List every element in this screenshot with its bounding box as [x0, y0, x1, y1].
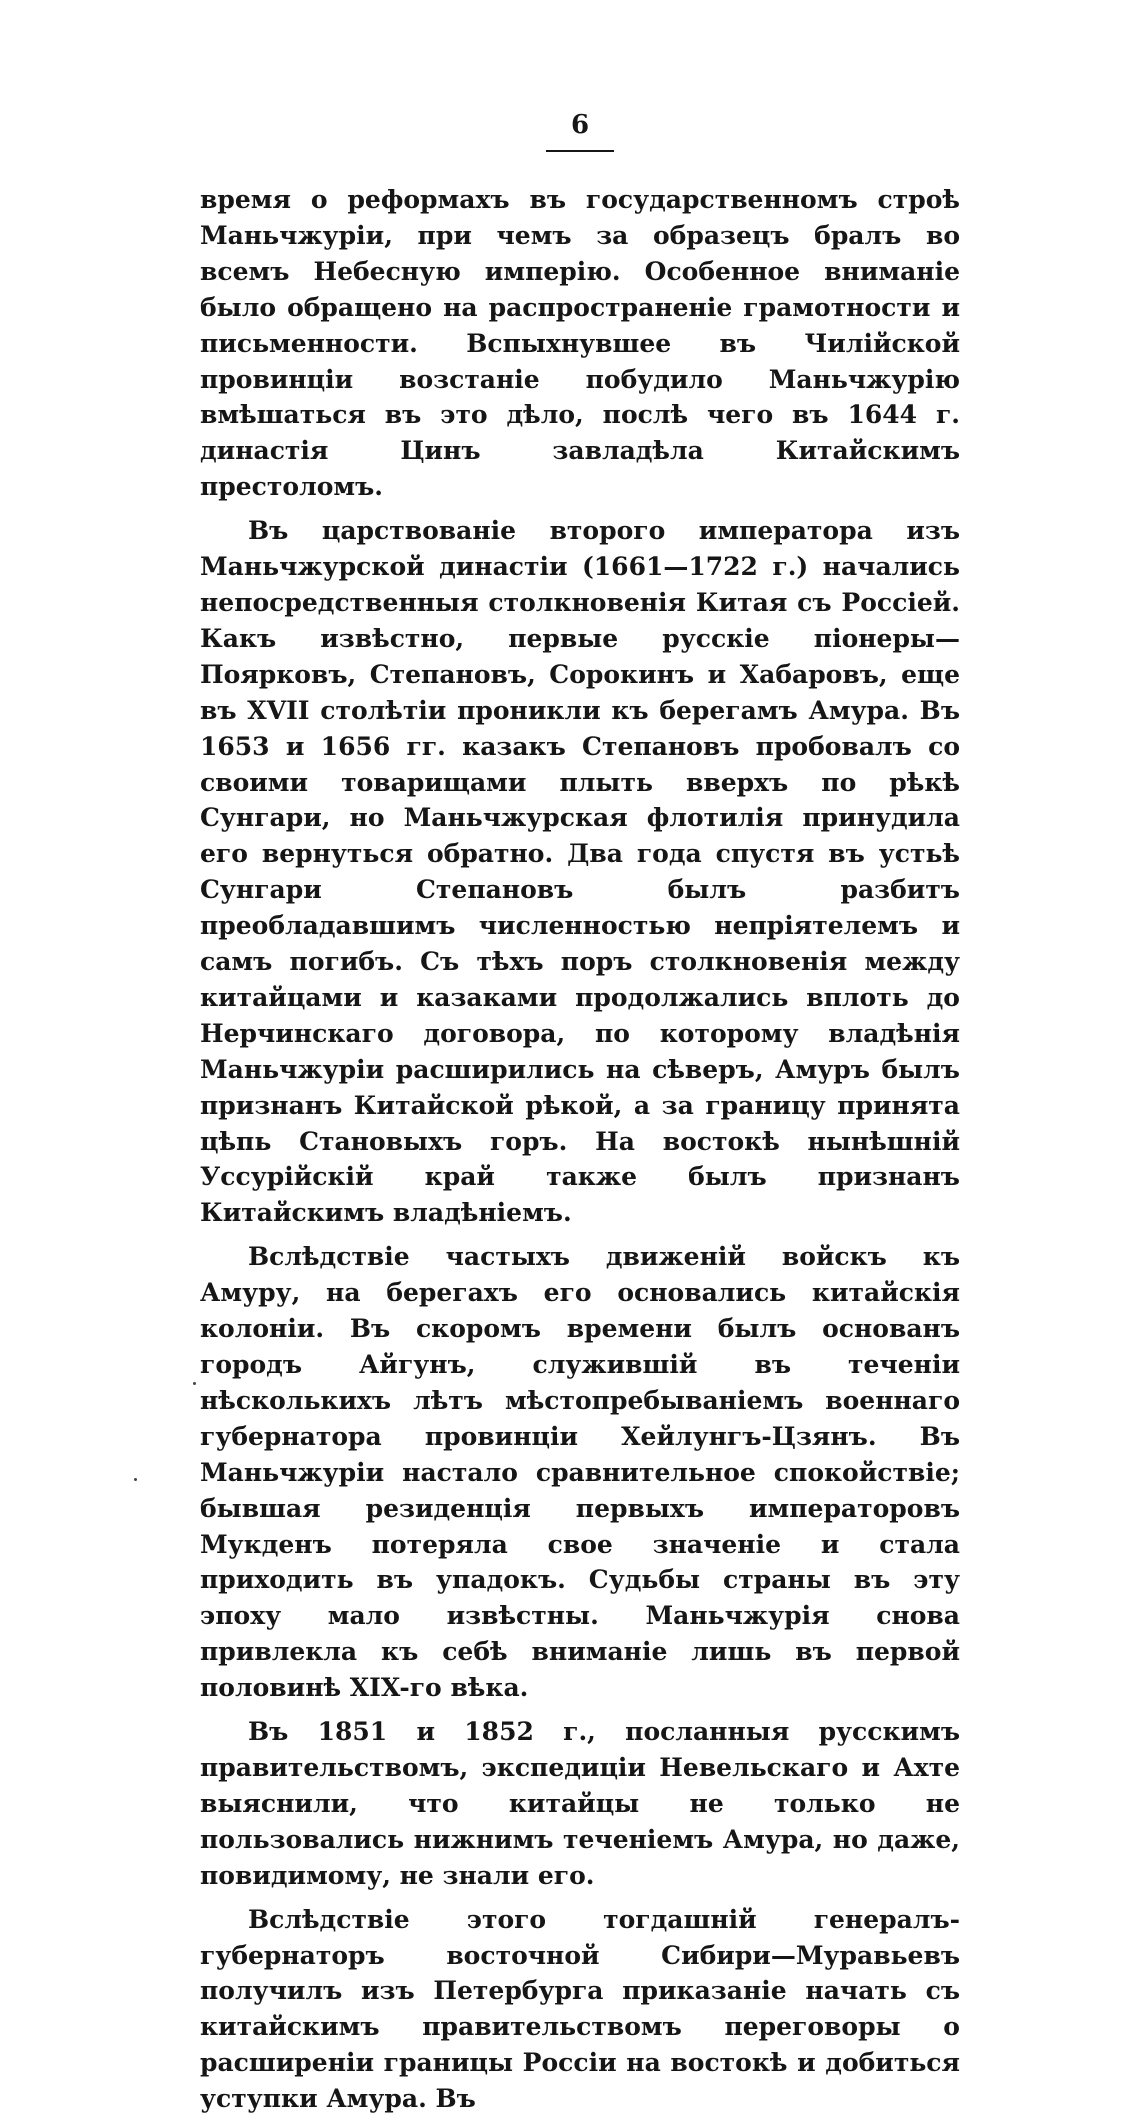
- page-number: 6: [570, 110, 590, 140]
- paragraph-4: Въ 1851 и 1852 г., посланныя русскимъ правительствомъ, экспедиціи Невельскаго и Ахте выяснили, что китайцы не только не пользовались нижнимъ теченіемъ Амура, но даже, повидимому, не знали его.: [200, 1717, 960, 1890]
- page-number-rule: [546, 150, 614, 152]
- paragraph-1: время о реформахъ въ государственномъ строѣ Маньчжуріи, при чемъ за образецъ бралъ во всемъ Небесную имперію. Особенное вниманіе было обращено на распространеніе грамотности и письменности. Вспыхнувшее въ Чилійской провинціи возстаніе побудило Маньчжурію вмѣшаться въ это дѣло, послѣ чего въ 1644 г. династія Цинъ завладѣла Китайскимъ престоломъ.: [200, 185, 960, 502]
- print-speck: [134, 1478, 137, 1481]
- paragraph-3: Вслѣдствіе частыхъ движеній войскъ къ Амуру, на берегахъ его основались китайскія колоніи. Въ скоромъ времени былъ основанъ городъ Айгунъ, служившій въ теченіи нѣсколькихъ лѣтъ мѣстопребываніемъ военнаго губернатора провинціи Хейлунгъ-Цзянъ. Въ Маньчжуріи настало сравнительное спокойствіе; бывшая резиденція первыхъ императоровъ Мукденъ потеряла свое значеніе и стала приходить въ упадокъ. Судьбы страны въ эту эпоху мало извѣстны. Маньчжурія снова привлекла къ себѣ вниманіе лишь въ первой половинѣ XIX-го вѣка.: [200, 1242, 960, 1703]
- paragraph-5: Вслѣдствіе этого тогдашній генералъ-губернаторъ восточной Сибири—Муравьевъ получилъ изъ Петербурга приказаніе начать съ китайскимъ правительствомъ переговоры о расширеніи границы Россіи на востокѣ и добиться уступки Амура. Въ: [200, 1904, 960, 2114]
- paragraph-2: Въ царствованіе второго императора изъ Маньчжурской династіи (1661—1722 г.) начались непосредственныя столкновенія Китая съ Россіей. Какъ извѣстно, первые русскіе піонеры—Поярковъ, Степановъ, Сорокинъ и Хабаровъ, еще въ XVII столѣтіи проникли къ берегамъ Амура. Въ 1653 и 1656 гг. казакъ Степановъ пробовалъ со своими товарищами плыть вверхъ по рѣкѣ Сунгари, но Маньчжурская флотилія принудила его вернуться обратно. Два года спустя въ устьѣ Сунгари Степановъ былъ разбитъ преобладавшимъ численностью непріятелемъ и самъ погибъ. Съ тѣхъ поръ столкновенія между китайцами и казаками продолжались вплоть до Нерчинскаго договора, по которому владѣнія Маньчжуріи расширились на сѣверъ, Амуръ былъ признанъ Китайской рѣкой, а за границу принята цѣпь Становыхъ горъ. На востокѣ нынѣшній Уссурійскій край также былъ признанъ Китайскимъ владѣніемъ.: [200, 516, 960, 1228]
- body-text: [200, 182, 960, 2125]
- print-speck: [193, 1382, 196, 1385]
